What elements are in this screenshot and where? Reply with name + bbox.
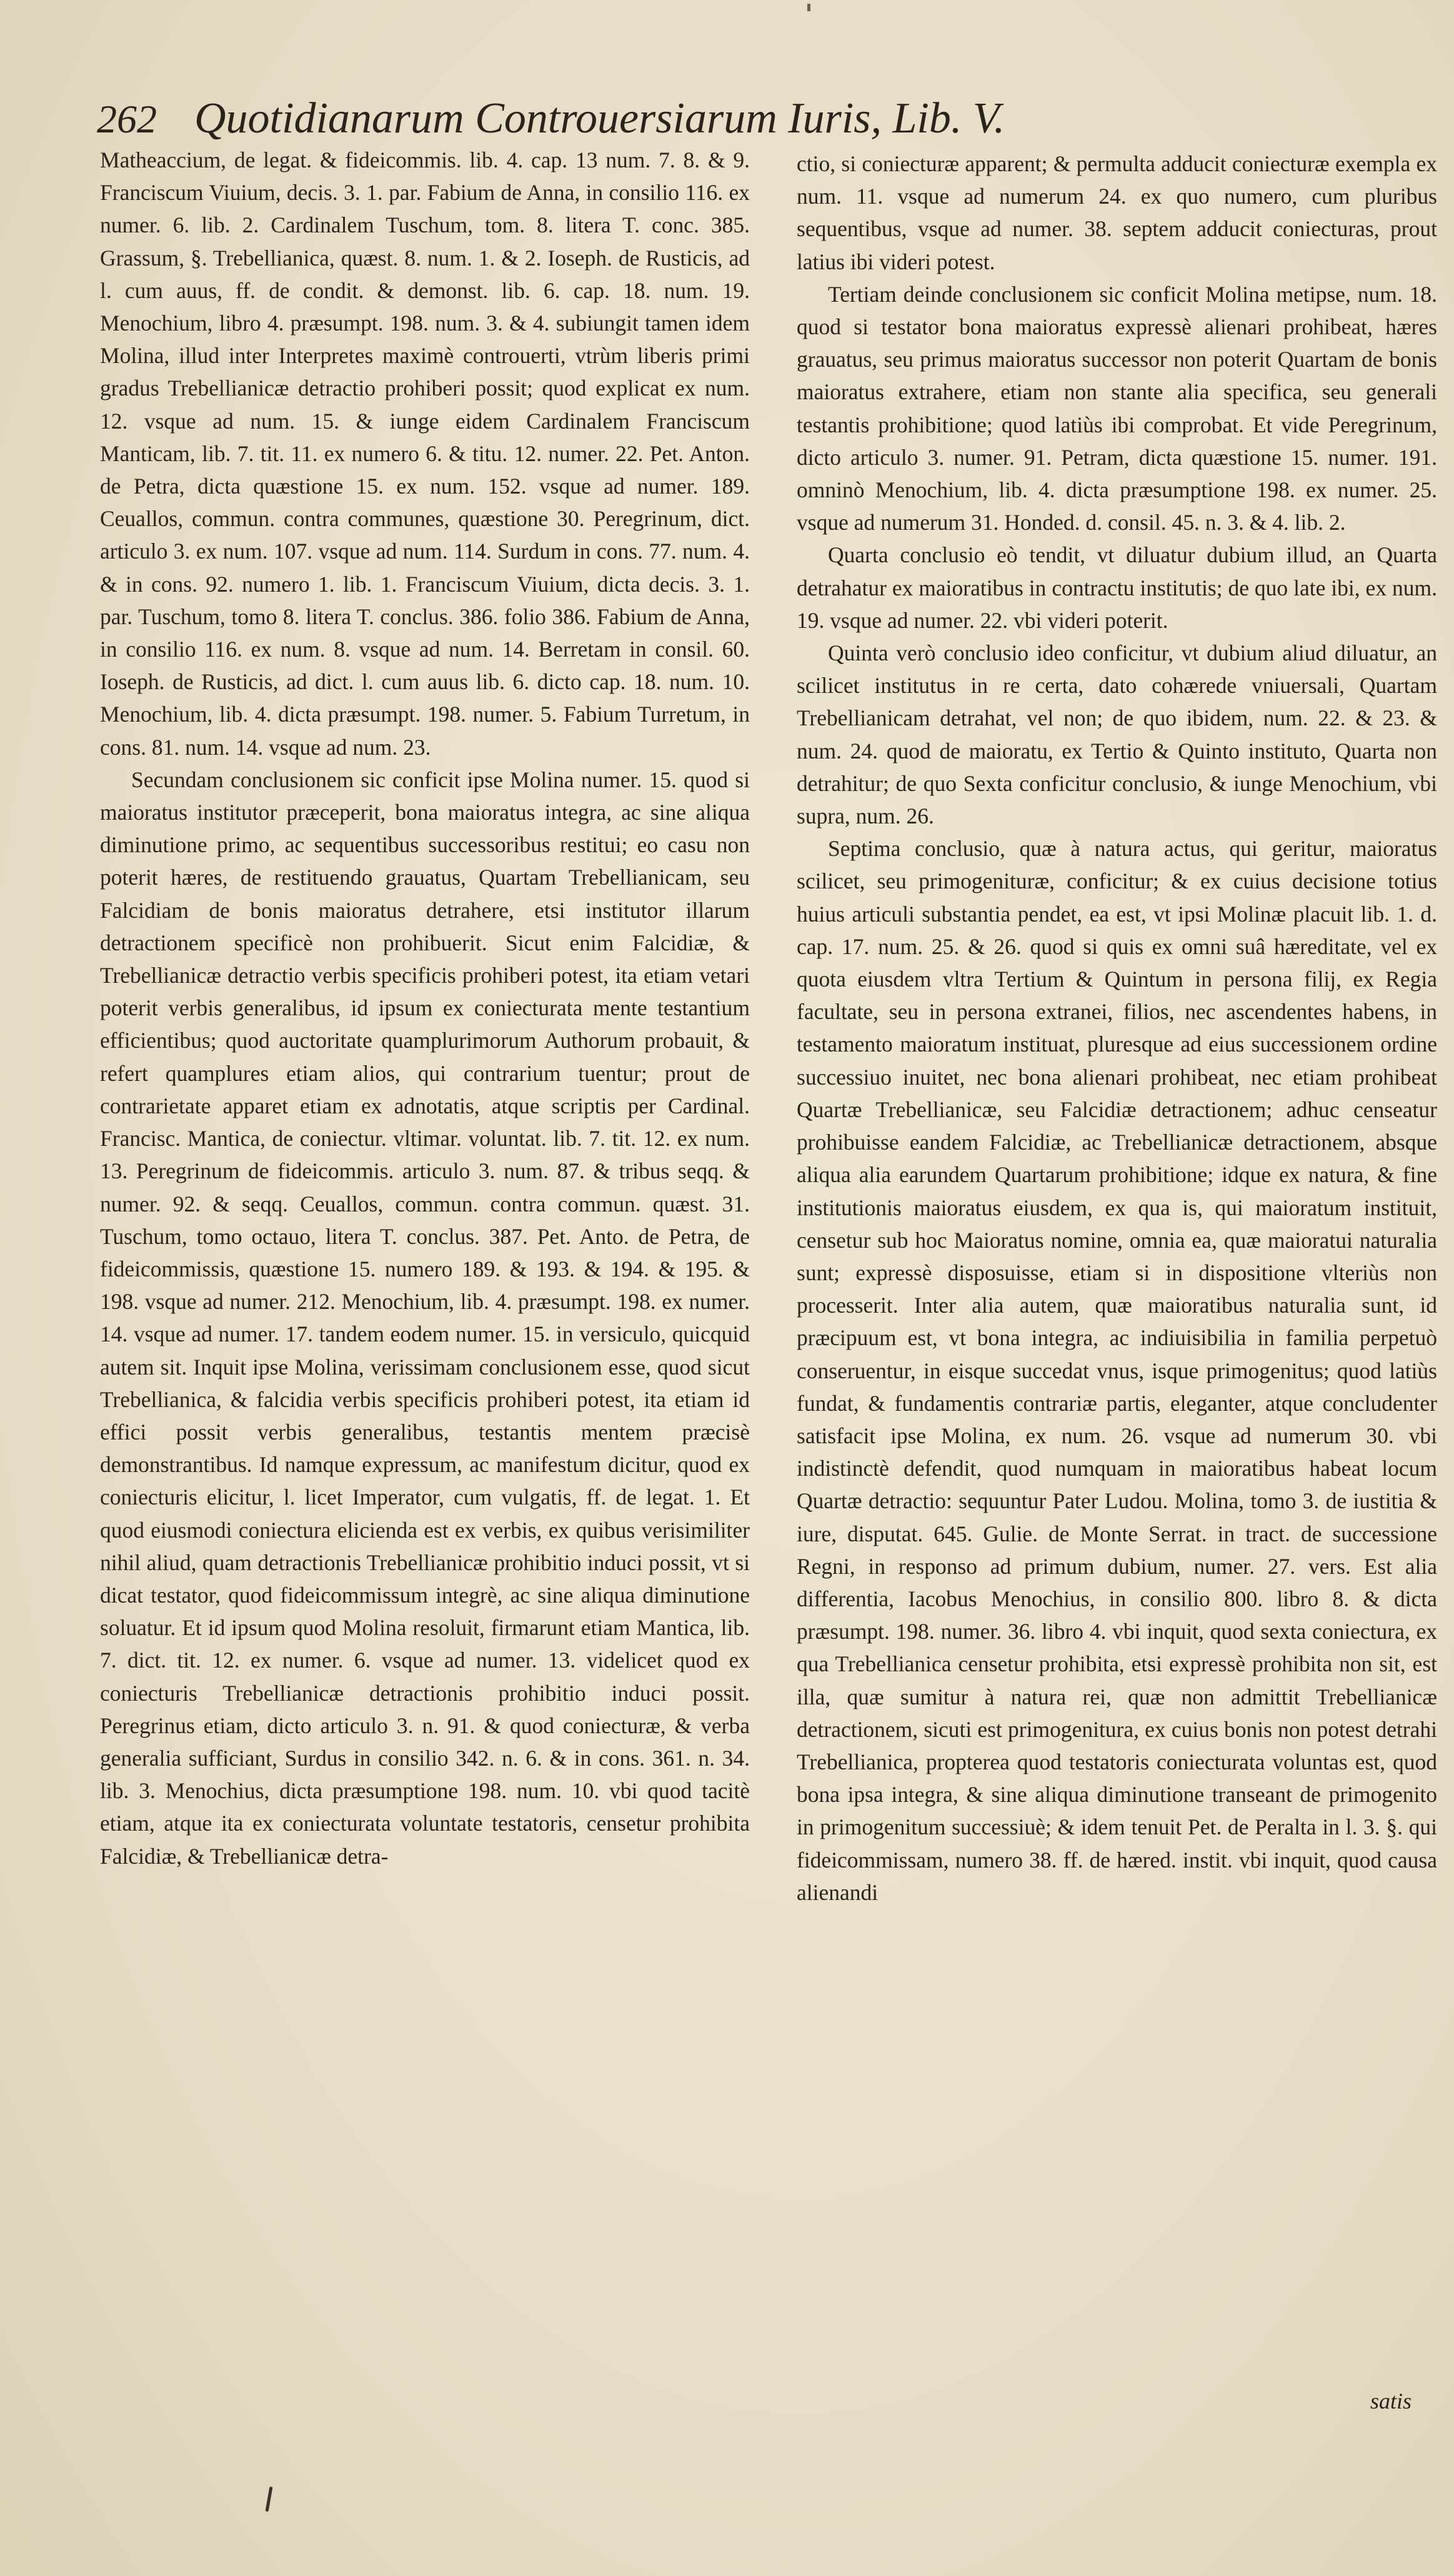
ink-mark xyxy=(807,4,810,11)
ink-stroke xyxy=(266,2487,273,2512)
page-header xyxy=(97,94,1159,144)
right-paragraph-5: Septima conclusio, quæ à natura actus, qui geritur, maioratus scilicet, seu primogenituræ, conficitur; & ex cuius decisione totius huius articuli substantia pendet, ea est, vt ipsi Molinæ placuit lib. 1. d. cap. 17. num. 25. & 26. quod si quis ex omni suâ hæreditate, vel ex quota eiusdem vltra Tertium & Quintum in persona filij, ex Regia facultate, seu in persona extranei, filios, nec ascendentes habens, in testamento maioratum instituat, pluresque ad eius successionem ordine successiuo inuitet, nec bona alienari prohibeat, nec etiam prohibeat Quartæ Trebellianicæ, seu Falcidiæ detractionem; adhuc censeatur prohibuisse eandem Falcidiæ, ac Trebellianicæ detractionem, absque aliqua alia earundem Quartarum prohibitione; idque ex natura, & fine institutionis maioratus eiusdem, ex qua is, qui maioratum instituit, censetur sub hoc Maioratus nomine, omnia ea, quæ maioratui naturalia sunt; expressè disposuisse, etiam si in dispositione vlteriùs non processerit. Inter alia autem, quæ maioratibus naturalia sunt, id præcipuum est, vt bona integra, ac indiuisibilia in familia perpetuò conseruentur, in eisque succedat vnus, isque primogenitus; quod latiùs fundat, & fundamentis contrariæ partis, eleganter, atque concludenter satisfacit ipse Molina, ex num. 26. vsque ad numerum 30. vbi indistinctè defendit, quod numquam in maioratibus habeat locum Quartæ detractio: sequuntur Pater Ludou. Molina, tomo 3. de iustitia & iure, disputat. 645. Gulie. de Monte Serrat. in tract. de successione Regni, in responso ad primum dubium, numer. 27. vers. Est alia differentia, Iacobus Menochius, in consilio 800. libro 8. & dicta præsumpt. 198. numer. 36. libro 4. vbi inquit, quod sexta coniectura, ex qua Trebellianica censetur prohibita, etsi expressè prohibita non sit, est illa, quæ sumitur à natura rei, quæ non admittit Trebellianicæ detractionem, sicuti est primogenitura, ex cuius bonis non potest detrahi Trebellianica, propterea quod testatoris coniecturata voluntas est, quod bona ipsa integra, & sine aliqua diminutione transeant de primogenito in primogenitum successiuè; & idem tenuit Pet. de Peralta in l. 3. §. qui fideicommissam, numero 38. ff. de hæred. instit. vbi inquit, quod causa alienandi xyxy=(797,836,1437,1905)
left-column xyxy=(100,144,750,1872)
left-paragraph-1: Matheaccium, de legat. & fideicommis. lib. 4. cap. 13 num. 7. 8. & 9. Franciscum Viuium, decis. 3. 1. par. Fabium de Anna, in consilio 116. ex numer. 6. lib. 2. Cardinalem Tuschum, tom. 8. litera T. conc. 385. Grassum, §. Trebellianica, quæst. 8. num. 1. & 2. Ioseph. de Rusticis, ad l. cum auus, ff. de condit. & demonst. lib. 6. cap. 18. num. 19. Menochium, libro 4. præsumpt. 198. num. 3. & 4. subiungit tamen idem Molina, illud inter Interpretes maximè controuerti, vtrùm liberis primi gradus Trebellianicæ detractio prohiberi possit; quod explicat ex num. 12. vsque ad num. 15. & iunge eidem Cardinalem Franciscum Manticam, lib. 7. tit. 11. ex numero 6. & titu. 12. numer. 22. Pet. Anton. de Petra, dicta quæstione 15. ex num. 152. vsque ad numer. 189. Ceuallos, commun. contra communes, quæstione 30. Peregrinum, dict. articulo 3. ex num. 107. vsque ad num. 114. Surdum in cons. 77. num. 4. & in cons. 92. numero 1. lib. 1. Franciscum Viuium, dicta decis. 3. 1. par. Tuschum, tomo 8. litera T. conclus. 386. folio 386. Fabium de Anna, in consilio 116. ex num. 8. vsque ad num. 14. Berretam in consil. 60. Ioseph. de Rusticis, ad dict. l. cum auus lib. 6. dicto cap. 18. num. 10. Menochium, lib. 4. dicta præsumpt. 198. numer. 5. Fabium Turretum, in cons. 81. num. 14. vsque ad num. 23. xyxy=(100,147,750,760)
right-paragraph-4: Quinta verò conclusio ideo conficitur, vt dubium aliud diluatur, an scilicet institutus in re certa, dato cohærede vniuersali, Quartam Trebellianicam detrahat, vel non; de quo ibidem, num. 22. & 23. & num. 24. quod de maioratu, ex Tertio & Quinto instituto, Quarta non detrahitur; de quo Sexta conficitur conclusio, & iunge Menochium, vbi supra, num. 26. xyxy=(797,640,1437,829)
running-head: Quotidianarum Controuersiarum Iuris, Lib. V. xyxy=(194,94,1005,142)
catchword: satis xyxy=(1370,2389,1412,2414)
right-column xyxy=(797,147,1437,1909)
right-paragraph-3: Quarta conclusio eò tendit, vt diluatur dubium illud, an Quarta detrahatur ex maioratibus in contractu institutis; de quo late ibi, ex num. 19. vsque ad numer. 22. vbi videri poterit. xyxy=(797,542,1437,633)
right-paragraph-2: Tertiam deinde conclusionem sic conficit Molina metipse, num. 18. quod si testator bona maioratus expressè alienari prohibeat, hæres grauatus, seu primus maioratus successor non poterit Quartam de bonis maioratus extrahere, etiam non stante alia specifica, seu generali testantis prohibitione; quod latiùs ibi comprobat. Et vide Peregrinum, dicto articulo 3. numer. 91. Petram, dicta quæstione 15. numer. 191. omninò Menochium, lib. 4. dicta præsumptione 198. ex numer. 25. vsque ad numerum 31. Honded. d. consil. 45. n. 3. & 4. lib. 2. xyxy=(797,281,1437,535)
right-paragraph-1: ctio, si coniecturæ apparent; & permulta adducit coniecturæ exempla ex num. 11. vsque ad numerum 24. ex quo numero, cum pluribus sequentibus, vsque ad numer. 38. septem adducit coniecturas, prout latius ibi videri potest. xyxy=(797,151,1437,274)
page-number: 262 xyxy=(97,97,157,141)
left-paragraph-2: Secundam conclusionem sic conficit ipse Molina numer. 15. quod si maioratus institutor præceperit, bona maioratus integra, ac sine aliqua diminutione primo, ac sequentibus successoribus restitui; eo casu non poterit hæres, de restituendo grauatus, Quartam Trebellianicam, seu Falcidiam de bonis maioratus detrahere, etsi institutor illarum detractionem specificè non prohibuerit. Sicut enim Falcidiæ, & Trebellianicæ detractio verbis specificis prohiberi potest, ita etiam vetari poterit verbis generalibus, id ipsum ex coniecturata mente testantium efficientibus; quod auctoritate quamplurimorum Authorum probauit, & refert quamplures etiam alios, qui contrarium tuentur; prout de contrarietate apparet etiam ex adnotatis, atque scriptis per Cardinal. Francisc. Mantica, de coniectur. vltimar. voluntat. lib. 7. tit. 12. ex num. 13. Peregrinum de fideicommis. articulo 3. num. 87. & tribus seqq. & numer. 92. & seqq. Ceuallos, commun. contra commun. quæst. 31. Tuschum, tomo octauo, litera T. conclus. 387. Pet. Anto. de Petra, de fideicommissis, quæstione 15. numero 189. & 193. & 194. & 195. & 198. vsque ad numer. 212. Menochium, lib. 4. præsumpt. 198. ex numer. 14. vsque ad numer. 17. tandem eodem numer. 15. in versiculo, quicquid autem sit. Inquit ipse Molina, verissimam conclusionem esse, quod sicut Trebellianica, & falcidia verbis specificis prohiberi potest, ita etiam id effici possit verbis generalibus, testantis mentem præcisè demonstrantibus. Id namque expressum, ac manifestum dicitur, quod ex coniecturis elicitur, l. licet Imperator, cum vulgatis, ff. de legat. 1. Et quod eiusmodi coniectura elicienda est ex verbis, ex quibus verisimiliter nihil aliud, quam detractionis Trebellianicæ prohibitio induci possit, vt si dicat testator, quod fideicommissum integrè, ac sine aliqua diminutione soluatur. Et id ipsum quod Molina resoluit, firmarunt etiam Mantica, lib. 7. dict. tit. 12. ex numer. 6. vsque ad numer. 13. videlicet quod ex coniecturis Trebellianicæ detractionis prohibitio induci possit. Peregrinus etiam, dicto articulo 3. n. 91. & quod coniecturæ, & verba generalia sufficiant, Surdus in consilio 342. n. 6. & in cons. 361. n. 34. lib. 3. Menochius, dicta præsumptione 198. num. 10. vbi quod tacitè etiam, atque ita ex coniecturata voluntate testatoris, censetur prohibita Falcidiæ, & Trebellianicæ detra- xyxy=(100,767,750,1869)
